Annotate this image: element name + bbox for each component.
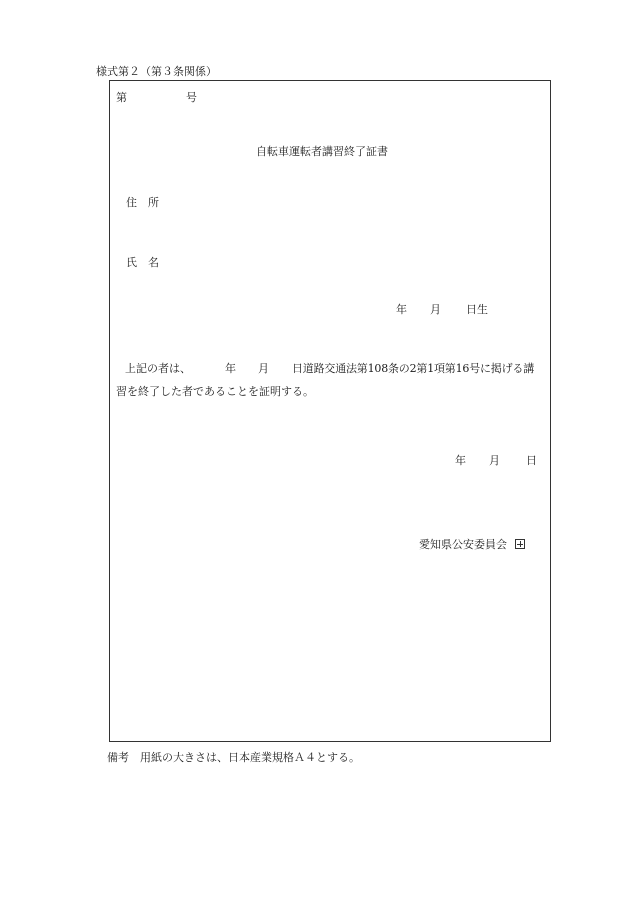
- issue-year-label: 年: [455, 454, 466, 467]
- body-intro: 上記の者は、: [125, 362, 191, 375]
- name-label: 氏 名: [126, 256, 159, 269]
- certificate-frame: [109, 80, 551, 742]
- body-year-label: 年: [225, 362, 236, 375]
- seal-icon: [515, 539, 525, 549]
- number-prefix: 第: [116, 91, 127, 104]
- form-label: 様式第２（第３条関係）: [96, 65, 217, 78]
- body-line2: 習を終了した者であることを証明する。: [116, 385, 314, 398]
- body-line1-rest: 日道路交通法第108条の2第1項第16号に掲げる講: [292, 362, 534, 375]
- birth-day-label: 日生: [466, 303, 488, 316]
- issuer-name: 愛知県公安委員会: [419, 538, 507, 551]
- address-label: 住 所: [126, 196, 159, 209]
- number-suffix: 号: [186, 91, 197, 104]
- body-month-label: 月: [258, 362, 269, 375]
- issuer-line: [419, 539, 525, 550]
- certificate-title: 自転車運転者講習終了証書: [256, 145, 388, 158]
- birth-year-label: 年: [396, 303, 407, 316]
- birth-month-label: 月: [430, 303, 441, 316]
- remarks-note: 備考 用紙の大きさは、日本産業規格Ａ４とする。: [107, 751, 360, 764]
- issue-day-label: 日: [526, 454, 537, 467]
- issue-month-label: 月: [489, 454, 500, 467]
